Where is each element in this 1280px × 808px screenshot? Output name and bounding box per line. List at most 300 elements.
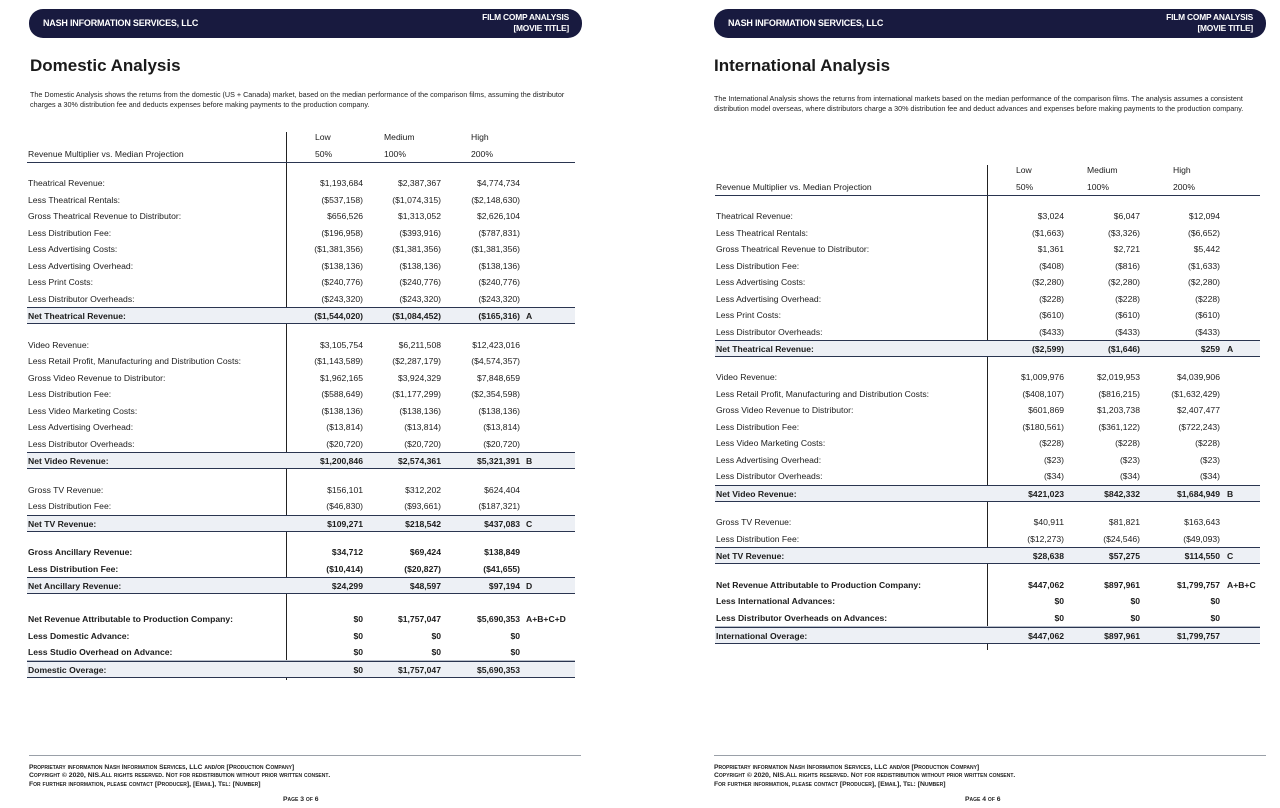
value-high: $1,799,757: [1176, 631, 1220, 641]
table-row: [715, 593, 1260, 610]
value-high: ($49,093): [1183, 534, 1220, 544]
table-row: [27, 370, 575, 387]
value-med: $57,275: [1108, 551, 1140, 561]
table-row: [715, 208, 1260, 225]
intro-text: The Domestic Analysis shows the returns from the domestic (US + Canada) market, based on the median performance of the comparison films, assuming the distributor charges a 30% distribution fee and deducts expenses before making payments to the production company.: [30, 90, 565, 109]
value-low: ($1,663): [1031, 228, 1064, 238]
value-high: ($138,136): [478, 261, 520, 271]
table-row: [715, 627, 1260, 644]
table-row: [27, 419, 575, 436]
row-note: D: [526, 581, 533, 591]
value-high: $138,849: [484, 547, 520, 557]
row-label: Less Retail Profit, Manufacturing and Distribution Costs:: [28, 356, 242, 366]
value-high: $5,442: [1193, 244, 1220, 254]
value-low: ($537,158): [321, 195, 363, 205]
value-low: $34,712: [331, 547, 363, 557]
value-high: ($2,280): [1187, 277, 1220, 287]
row-label: Less Advertising Overhead:: [716, 294, 822, 304]
value-high: $4,774,734: [476, 178, 520, 188]
value-high: $163,643: [1184, 517, 1220, 527]
value-high: ($6,652): [1187, 228, 1220, 238]
row-label: Video Revenue:: [28, 340, 89, 350]
value-med: $2,574,361: [397, 456, 441, 466]
column-header-high: High: [1173, 165, 1191, 175]
value-med: ($610): [1115, 310, 1140, 320]
value-high: $437,083: [484, 519, 520, 529]
value-high: ($1,633): [1187, 261, 1220, 271]
value-low: ($34): [1043, 471, 1064, 481]
row-label: Net TV Revenue:: [716, 551, 785, 561]
value-high: $5,690,353: [476, 614, 520, 624]
row-label: Net TV Revenue:: [28, 519, 97, 529]
row-note: C: [1227, 551, 1234, 561]
table-row: [27, 611, 575, 628]
value-low: $109,271: [327, 519, 363, 529]
value-high: ($722,243): [1178, 422, 1220, 432]
value-low: ($408): [1039, 261, 1064, 271]
value-med: ($2,287,179): [392, 356, 441, 366]
page-header: [714, 9, 1266, 38]
row-label: Less Advertising Overhead:: [28, 261, 134, 271]
row-label: Less Distribution Fee:: [28, 501, 112, 511]
company-name: NASH INFORMATION SERVICES, LLC: [43, 18, 199, 28]
value-low: ($23): [1043, 455, 1064, 465]
value-high: ($787,831): [478, 228, 520, 238]
value-high: ($34): [1199, 471, 1220, 481]
table-row: [27, 353, 575, 370]
value-med: $0: [431, 631, 441, 641]
value-med: ($2,280): [1107, 277, 1140, 287]
row-label: Less Distribution Fee:: [28, 228, 112, 238]
value-high: 200%: [1173, 182, 1195, 192]
row-label: Less Distribution Fee:: [716, 422, 800, 432]
page-header: [29, 9, 582, 38]
value-high: ($2,354,598): [471, 389, 520, 399]
value-low: ($240,776): [321, 277, 363, 287]
page-footer: Proprietary information Nash Information Services, LLC and/or [Production Company] Copyright © 2020, NIS.All rights reserved. Not for redistribution without prior written consent. For further information, please contact [Producer], [Email], Tel: [Number]: [714, 764, 1016, 788]
column-header-high: High: [471, 132, 489, 142]
table-row: [27, 175, 575, 192]
value-low: $0: [353, 647, 363, 657]
value-med: $897,961: [1104, 580, 1140, 590]
row-label: Less Print Costs:: [716, 310, 781, 320]
international-page: [684, 0, 1280, 808]
page-number: Page 3 of 6: [283, 796, 319, 803]
table-row: [715, 340, 1260, 357]
row-label: Less Domestic Advance:: [28, 631, 130, 641]
value-low: ($1,544,020): [314, 311, 363, 321]
value-low: ($228): [1039, 438, 1064, 448]
value-high: $1,799,757: [1176, 580, 1220, 590]
value-low: ($408,107): [1022, 389, 1064, 399]
row-label: Gross Theatrical Revenue to Distributor:: [716, 244, 870, 254]
value-low: ($196,958): [321, 228, 363, 238]
value-low: $3,024: [1037, 211, 1064, 221]
value-low: ($46,830): [326, 501, 363, 511]
footer-divider: [714, 755, 1266, 756]
row-label: Less Distributor Overheads:: [716, 471, 823, 481]
table-row: [27, 561, 575, 578]
value-high: $12,423,016: [472, 340, 520, 350]
table-row: [715, 435, 1260, 452]
table-row: [27, 403, 575, 420]
table-row: [27, 577, 575, 594]
value-med: ($393,916): [399, 228, 441, 238]
table-row: [27, 208, 575, 225]
row-label: Less Distribution Fee:: [28, 389, 112, 399]
row-note: A: [1227, 344, 1234, 354]
value-low: $421,023: [1028, 489, 1064, 499]
row-label: Theatrical Revenue:: [716, 211, 793, 221]
value-low: $1,361: [1037, 244, 1064, 254]
row-label: Theatrical Revenue:: [28, 178, 105, 188]
value-med: ($34): [1119, 471, 1140, 481]
value-high: ($228): [1195, 294, 1220, 304]
value-high: ($23): [1199, 455, 1220, 465]
row-label: Less Distribution Fee:: [716, 534, 800, 544]
table-row: [715, 514, 1260, 531]
column-header-medium: Medium: [1087, 165, 1118, 175]
value-high: $2,626,104: [476, 211, 520, 221]
row-label: Less Studio Overhead on Advance:: [28, 647, 173, 657]
value-med: $0: [1130, 596, 1140, 606]
table-row: [715, 547, 1260, 564]
table-row: [715, 468, 1260, 485]
value-med: $312,202: [405, 485, 441, 495]
table-row: [27, 386, 575, 403]
table-row: [715, 291, 1260, 308]
value-med: ($1,084,452): [392, 311, 441, 321]
table-row: [27, 274, 575, 291]
row-label: Gross Ancillary Revenue:: [28, 547, 133, 557]
row-label: Gross Theatrical Revenue to Distributor:: [28, 211, 182, 221]
value-med: $6,047: [1113, 211, 1140, 221]
value-high: $12,094: [1188, 211, 1220, 221]
domestic-table: [27, 132, 575, 680]
value-med: ($433): [1115, 327, 1140, 337]
row-note: A+B+C+D: [526, 614, 566, 624]
table-row: [27, 515, 575, 532]
value-high: $2,407,477: [1176, 405, 1220, 415]
value-low: ($588,649): [321, 389, 363, 399]
row-label: Revenue Multiplier vs. Median Projection: [716, 182, 872, 192]
table-row: [27, 307, 575, 324]
table-row: [27, 258, 575, 275]
value-med: 100%: [384, 149, 406, 159]
row-label: Less Distributor Overheads on Advances:: [716, 613, 888, 623]
column-header-low: Low: [1016, 165, 1032, 175]
value-low: $656,526: [327, 211, 363, 221]
row-label: Video Revenue:: [716, 372, 777, 382]
row-label: Less Video Marketing Costs:: [716, 438, 826, 448]
table-row: [715, 274, 1260, 291]
table-row: [715, 402, 1260, 419]
row-label: Less Theatrical Rentals:: [28, 195, 121, 205]
table-row: [715, 531, 1260, 548]
value-high: $4,039,906: [1176, 372, 1220, 382]
row-label: Less Advertising Overhead:: [716, 455, 822, 465]
value-low: $0: [353, 665, 363, 675]
value-med: ($24,546): [1103, 534, 1140, 544]
value-low: $0: [1054, 613, 1064, 623]
table-row: [27, 192, 575, 209]
table-row: [27, 644, 575, 661]
value-low: ($243,320): [321, 294, 363, 304]
table-row: [27, 291, 575, 308]
value-med: $218,542: [405, 519, 441, 529]
value-med: ($23): [1119, 455, 1140, 465]
value-low: $28,638: [1032, 551, 1064, 561]
table-row: [715, 225, 1260, 242]
value-low: $0: [353, 614, 363, 624]
value-med: $2,019,953: [1096, 372, 1140, 382]
table-row: [27, 241, 575, 258]
table-row: [715, 307, 1260, 324]
row-label: Net Revenue Attributable to Production Company:: [716, 580, 921, 590]
table-row: [27, 146, 575, 163]
value-low: ($138,136): [321, 406, 363, 416]
value-med: ($816): [1115, 261, 1140, 271]
value-low: ($1,381,356): [314, 244, 363, 254]
value-low: $447,062: [1028, 631, 1064, 641]
value-med: $0: [431, 647, 441, 657]
value-med: $0: [1130, 613, 1140, 623]
row-label: Less Distributor Overheads:: [28, 294, 135, 304]
value-high: ($433): [1195, 327, 1220, 337]
header-doc-title: FILM COMP ANALYSIS [MOVIE TITLE]: [482, 12, 569, 33]
value-low: ($12,273): [1027, 534, 1064, 544]
value-low: ($138,136): [321, 261, 363, 271]
value-high: ($138,136): [478, 406, 520, 416]
value-med: ($20,720): [404, 439, 441, 449]
value-high: $7,848,659: [476, 373, 520, 383]
table-row: [27, 544, 575, 561]
row-label: Less Advertising Costs:: [28, 244, 118, 254]
page-number: Page 4 of 6: [965, 796, 1001, 803]
value-med: $1,757,047: [397, 665, 441, 675]
value-high: ($1,632,429): [1171, 389, 1220, 399]
value-med: ($13,814): [404, 422, 441, 432]
row-label: Gross Video Revenue to Distributor:: [28, 373, 166, 383]
value-high: 200%: [471, 149, 493, 159]
value-low: $1,200,846: [319, 456, 363, 466]
value-med: $842,332: [1104, 489, 1140, 499]
value-low: ($433): [1039, 327, 1064, 337]
row-label: Domestic Overage:: [28, 665, 107, 675]
table-row: [27, 436, 575, 453]
value-high: ($187,321): [478, 501, 520, 511]
value-high: $259: [1200, 344, 1220, 354]
footer-divider: [29, 755, 581, 756]
value-med: ($138,136): [399, 261, 441, 271]
row-label: Gross TV Revenue:: [716, 517, 792, 527]
table-row: [27, 498, 575, 515]
header-doc-title: FILM COMP ANALYSIS [MOVIE TITLE]: [1166, 12, 1253, 33]
value-low: $601,869: [1028, 405, 1064, 415]
value-med: ($93,661): [404, 501, 441, 511]
value-med: $1,313,052: [397, 211, 441, 221]
domestic-page: [0, 0, 596, 808]
table-row: [715, 386, 1260, 403]
value-med: ($1,177,299): [392, 389, 441, 399]
value-med: $1,757,047: [397, 614, 441, 624]
value-high: $0: [1210, 596, 1220, 606]
row-label: Less Distribution Fee:: [716, 261, 800, 271]
value-med: ($1,074,315): [392, 195, 441, 205]
row-label: Less Retail Profit, Manufacturing and Distribution Costs:: [716, 389, 930, 399]
value-high: ($2,148,630): [471, 195, 520, 205]
value-high: ($41,655): [483, 564, 520, 574]
value-low: $447,062: [1028, 580, 1064, 590]
value-low: $0: [1054, 596, 1064, 606]
row-label: Gross Video Revenue to Distributor:: [716, 405, 854, 415]
row-label: Net Video Revenue:: [716, 489, 797, 499]
value-med: ($228): [1115, 438, 1140, 448]
value-med: ($243,320): [399, 294, 441, 304]
row-label: Less International Advances:: [716, 596, 836, 606]
table-row: [715, 258, 1260, 275]
value-med: ($228): [1115, 294, 1140, 304]
value-high: ($228): [1195, 438, 1220, 448]
row-label: Net Theatrical Revenue:: [716, 344, 814, 354]
value-med: ($3,326): [1107, 228, 1140, 238]
table-row: [715, 610, 1260, 627]
table-row: [27, 225, 575, 242]
row-label: Less Video Marketing Costs:: [28, 406, 138, 416]
value-high: ($20,720): [483, 439, 520, 449]
row-label: Net Ancillary Revenue:: [28, 581, 122, 591]
international-table: [715, 165, 1260, 650]
value-low: 50%: [315, 149, 333, 159]
value-med: $69,424: [409, 547, 441, 557]
value-high: $5,690,353: [476, 665, 520, 675]
value-low: ($610): [1039, 310, 1064, 320]
table-row: [27, 452, 575, 469]
value-high: $0: [1210, 613, 1220, 623]
page-title: Domestic Analysis: [30, 56, 181, 75]
value-med: 100%: [1087, 182, 1109, 192]
row-label: International Overage:: [716, 631, 808, 641]
value-low: ($2,280): [1031, 277, 1064, 287]
row-label: Less Theatrical Rentals:: [716, 228, 809, 238]
value-med: $2,387,367: [397, 178, 441, 188]
row-note: B: [526, 456, 533, 466]
table-row: [715, 324, 1260, 341]
value-med: ($1,381,356): [392, 244, 441, 254]
value-med: $48,597: [409, 581, 441, 591]
table-row: [715, 369, 1260, 386]
value-high: $114,550: [1184, 551, 1220, 561]
row-label: Less Distributor Overheads:: [716, 327, 823, 337]
table-row: [27, 661, 575, 678]
row-label: Less Advertising Overhead:: [28, 422, 134, 432]
value-high: $1,684,949: [1176, 489, 1220, 499]
value-high: $97,194: [488, 581, 520, 591]
table-row: [715, 485, 1260, 502]
company-name: NASH INFORMATION SERVICES, LLC: [728, 18, 884, 28]
value-med: ($20,827): [404, 564, 441, 574]
value-high: $0: [510, 631, 520, 641]
value-med: $897,961: [1104, 631, 1140, 641]
value-low: ($20,720): [326, 439, 363, 449]
value-low: ($180,561): [1022, 422, 1064, 432]
row-label: Net Video Revenue:: [28, 456, 109, 466]
table-row: [715, 241, 1260, 258]
intro-text: The International Analysis shows the returns from international markets based on the median performance of the comparison films. The analysis assumes a consistent distribution model overseas, where distributors charge a 30% distribution fee and deduct advances and expenses before making payments to the production company.: [714, 94, 1244, 113]
value-low: ($1,143,589): [314, 356, 363, 366]
value-low: ($228): [1039, 294, 1064, 304]
table-row: [27, 628, 575, 645]
table-row: [715, 419, 1260, 436]
value-high: $0: [510, 647, 520, 657]
value-med: ($361,122): [1098, 422, 1140, 432]
row-label: Gross TV Revenue:: [28, 485, 104, 495]
column-header-low: Low: [315, 132, 331, 142]
value-high: ($240,776): [478, 277, 520, 287]
value-high: ($1,381,356): [471, 244, 520, 254]
value-high: ($13,814): [483, 422, 520, 432]
row-label: Net Theatrical Revenue:: [28, 311, 126, 321]
page-title: International Analysis: [714, 56, 891, 75]
value-med: ($1,646): [1107, 344, 1140, 354]
value-low: $1,009,976: [1020, 372, 1064, 382]
value-high: $5,321,391: [476, 456, 520, 466]
value-med: ($816,215): [1098, 389, 1140, 399]
row-label: Less Distribution Fee:: [28, 564, 119, 574]
value-low: ($2,599): [1031, 344, 1064, 354]
row-label: Less Distributor Overheads:: [28, 439, 135, 449]
value-high: $624,404: [484, 485, 520, 495]
value-med: ($240,776): [399, 277, 441, 287]
value-low: $1,962,165: [319, 373, 363, 383]
table-row: [715, 179, 1260, 196]
value-med: $2,721: [1113, 244, 1140, 254]
value-med: $6,211,508: [398, 340, 441, 350]
page-footer: Proprietary information Nash Information Services, LLC and/or [Production Company] Copyright © 2020, NIS.All rights reserved. Not for redistribution without prior written consent. For further information, please contact [Producer], [Email], Tel: [Number]: [29, 764, 331, 788]
row-note: C: [526, 519, 533, 529]
value-med: $81,821: [1108, 517, 1140, 527]
value-low: $24,299: [331, 581, 363, 591]
row-label: Revenue Multiplier vs. Median Projection: [28, 149, 184, 159]
value-med: $3,924,329: [397, 373, 441, 383]
table-row: [715, 452, 1260, 469]
value-low: $3,105,754: [319, 340, 363, 350]
table-row: [27, 482, 575, 499]
value-high: ($243,320): [478, 294, 520, 304]
value-high: ($165,316): [478, 311, 520, 321]
value-med: ($138,136): [399, 406, 441, 416]
value-low: ($13,814): [326, 422, 363, 432]
row-label: Less Advertising Costs:: [716, 277, 806, 287]
column-header-medium: Medium: [384, 132, 415, 142]
value-low: $156,101: [327, 485, 363, 495]
value-high: ($4,574,357): [471, 356, 520, 366]
table-row: [27, 337, 575, 354]
value-low: $0: [353, 631, 363, 641]
row-label: Less Print Costs:: [28, 277, 93, 287]
row-label: Net Revenue Attributable to Production Company:: [28, 614, 233, 624]
value-low: ($10,414): [326, 564, 363, 574]
value-low: 50%: [1016, 182, 1034, 192]
value-low: $1,193,684: [319, 178, 363, 188]
value-low: $40,911: [1033, 517, 1064, 527]
row-note: A: [526, 311, 533, 321]
row-note: A+B+C: [1227, 580, 1256, 590]
table-row: [715, 577, 1260, 594]
row-note: B: [1227, 489, 1234, 499]
value-high: ($610): [1195, 310, 1220, 320]
value-med: $1,203,738: [1096, 405, 1140, 415]
